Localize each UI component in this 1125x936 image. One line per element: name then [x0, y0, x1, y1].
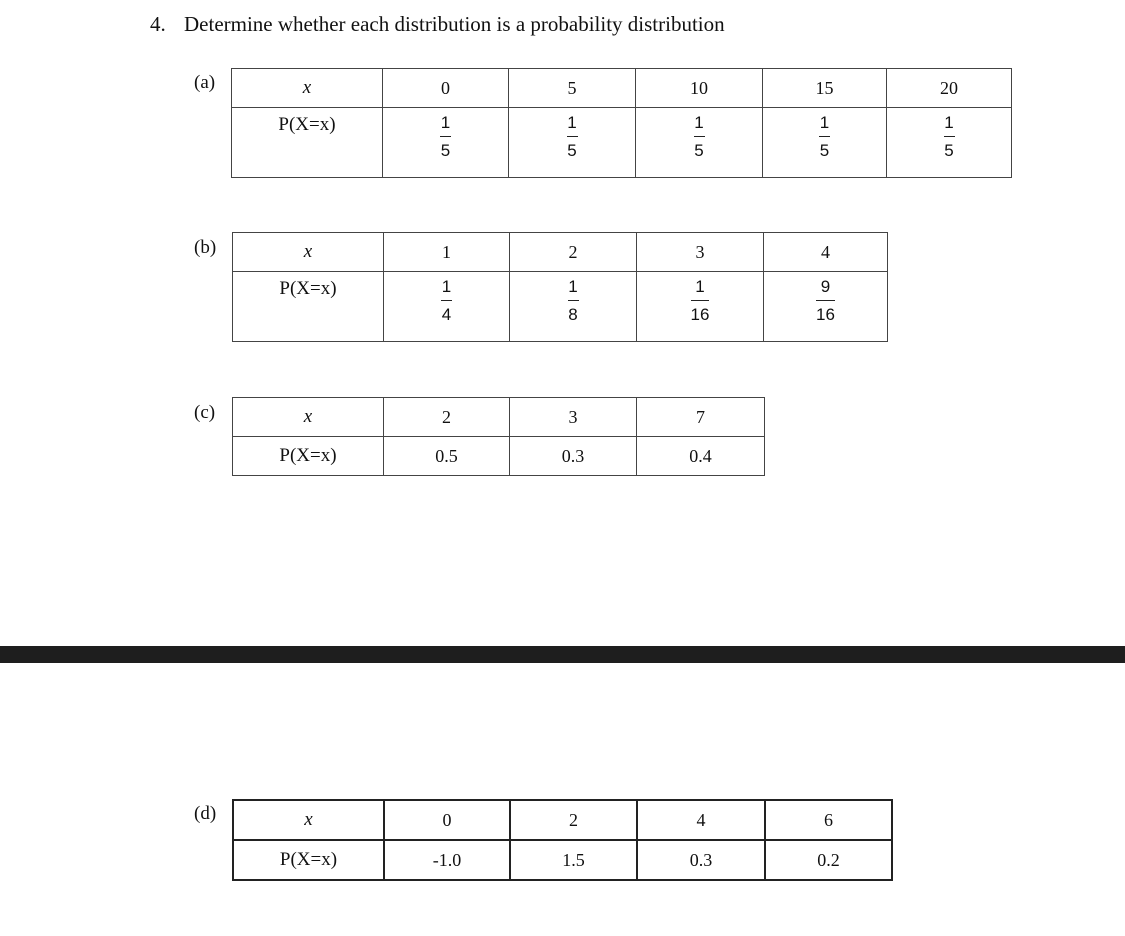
probability-value	[637, 272, 764, 342]
x-value: 20	[887, 69, 1012, 108]
part-c-label: (c)	[194, 402, 216, 423]
part-d-label: (d)	[194, 803, 217, 824]
probability-row	[233, 840, 892, 880]
probability-value: 0.2	[765, 840, 892, 880]
probability-row	[233, 437, 765, 476]
x-header: x	[233, 398, 384, 437]
x-value: 0	[384, 800, 510, 840]
x-value: 6	[765, 800, 892, 840]
part-a-label: (a)	[194, 72, 216, 93]
x-row	[232, 69, 1012, 108]
fraction: $\frac{1}{5}$	[819, 113, 830, 160]
probability-value: 0.5	[384, 437, 510, 476]
fraction: $\frac{1}{5}$	[567, 113, 577, 160]
screenshot-divider-bar	[0, 646, 1125, 663]
x-value: 4	[764, 233, 888, 272]
probability-value: 0.3	[510, 437, 637, 476]
x-value: 10	[636, 69, 763, 108]
x-header: x	[233, 233, 384, 272]
probability-row	[232, 108, 1012, 178]
question-text: Determine whether each distribution is a probability distribution	[184, 12, 725, 36]
probability-value	[636, 108, 763, 178]
probability-value	[763, 108, 887, 178]
part-c-table	[232, 397, 765, 476]
probability-header: P(X=x)	[233, 840, 384, 880]
x-value: 4	[637, 800, 765, 840]
x-row	[233, 398, 765, 437]
x-value: 3	[637, 233, 764, 272]
question-number: 4.	[150, 12, 166, 36]
x-value: 0	[383, 69, 509, 108]
fraction: $\frac{1}{5}$	[944, 113, 954, 160]
part-d-table	[232, 799, 893, 881]
probability-value	[887, 108, 1012, 178]
x-header: x	[233, 800, 384, 840]
question-heading	[150, 10, 725, 38]
fraction: $\frac{1}{5}$	[440, 113, 451, 160]
part-b-label: (b)	[194, 237, 217, 258]
probability-value: 0.3	[637, 840, 765, 880]
fraction: $\frac{1}{5}$	[694, 113, 704, 160]
fraction: $\frac{1}{4}$	[441, 277, 452, 324]
fraction: $\frac{9}{16}$	[816, 277, 835, 324]
x-row	[233, 800, 892, 840]
probability-header: P(X=x)	[232, 108, 383, 178]
fraction: $\frac{1}{8}$	[568, 277, 578, 324]
probability-header: P(X=x)	[233, 272, 384, 342]
x-value: 7	[637, 398, 765, 437]
probability-header: P(X=x)	[233, 437, 384, 476]
probability-value: 0.4	[637, 437, 765, 476]
part-a-table	[231, 68, 1012, 178]
probability-row	[233, 272, 888, 342]
probability-value: -1.0	[384, 840, 510, 880]
x-value: 2	[510, 233, 637, 272]
probability-value	[764, 272, 888, 342]
x-value: 3	[510, 398, 637, 437]
probability-value	[510, 272, 637, 342]
part-b-table	[232, 232, 888, 342]
x-value: 2	[384, 398, 510, 437]
x-header: x	[232, 69, 383, 108]
probability-value: 1.5	[510, 840, 637, 880]
x-value: 15	[763, 69, 887, 108]
x-value: 1	[384, 233, 510, 272]
probability-value	[384, 272, 510, 342]
x-value: 2	[510, 800, 637, 840]
x-value: 5	[509, 69, 636, 108]
probability-value	[383, 108, 509, 178]
probability-value	[509, 108, 636, 178]
x-row	[233, 233, 888, 272]
fraction: $\frac{1}{16}$	[690, 277, 710, 324]
